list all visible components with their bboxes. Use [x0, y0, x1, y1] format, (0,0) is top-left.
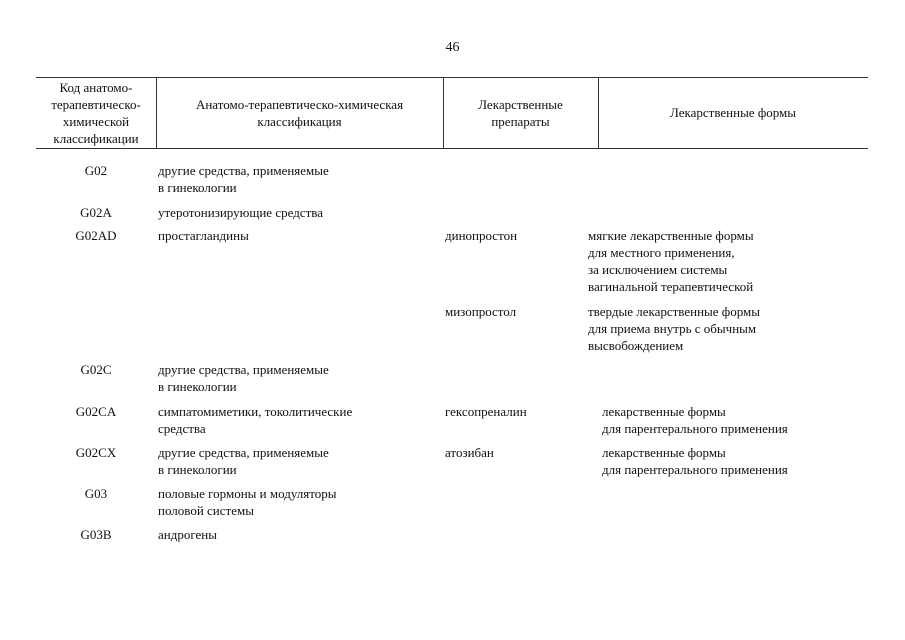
- dosage-form: твердые лекарственные формы для приема внутрь с обычным высвобождением: [588, 304, 760, 353]
- drug-name: динопростон: [445, 228, 518, 243]
- dosage-form: лекарственные формы для парентерального применения: [602, 404, 788, 436]
- atc-classification: другие средства, применяемые в гинекологии: [158, 445, 329, 477]
- header-drugs: Лекарственные препараты: [478, 96, 563, 129]
- atc-code: G02CX: [75, 445, 117, 460]
- atc-code: G03B: [80, 527, 112, 542]
- header-classification: Анатомо-терапевтическо-химическая классификация: [195, 96, 404, 129]
- atc-classification: простагландины: [158, 228, 249, 243]
- atc-code: G02: [84, 163, 108, 178]
- atc-classification: андрогены: [158, 527, 217, 542]
- table-header-bottom-rule: [36, 148, 868, 149]
- drug-name: атозибан: [445, 445, 494, 460]
- header-forms: Лекарственные формы: [669, 105, 797, 120]
- drug-name: гексопреналин: [445, 404, 527, 419]
- atc-classification: другие средства, применяемые в гинекологии: [158, 163, 329, 195]
- atc-code: G02AD: [75, 228, 117, 243]
- dosage-form: лекарственные формы для парентерального применения: [602, 445, 788, 477]
- header-code: Код анатомо- терапевтическо- химической классификации: [51, 79, 141, 146]
- atc-classification: симпатомиметики, токолитические средства: [158, 404, 353, 436]
- drug-name: мизопростол: [445, 304, 517, 319]
- atc-classification: половые гормоны и модуляторы половой системы: [158, 486, 337, 518]
- atc-code: G02C: [80, 362, 112, 377]
- atc-classification: утеротонизирующие средства: [158, 205, 323, 220]
- atc-code: G02CA: [75, 404, 117, 419]
- page-number: 46: [445, 40, 460, 55]
- atc-code: G03: [84, 486, 108, 501]
- dosage-form: мягкие лекарственные формы для местного применения, за исключением системы вагинальной терапевтической: [588, 228, 754, 294]
- atc-code: G02A: [80, 205, 112, 220]
- atc-classification: другие средства, применяемые в гинекологии: [158, 362, 329, 394]
